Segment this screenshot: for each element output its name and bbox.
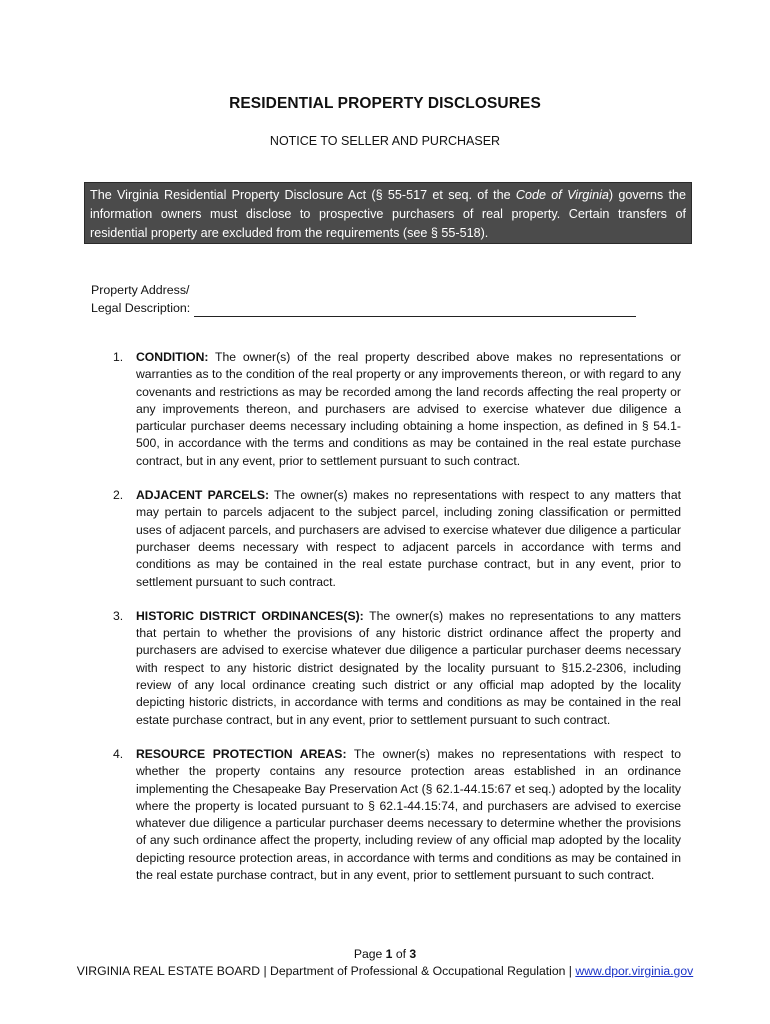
footer-org-line — [0, 963, 770, 980]
item-heading: CONDITION: — [136, 350, 209, 364]
item-number: 4. — [113, 746, 124, 761]
list-item-resource-protection — [110, 746, 681, 884]
item-heading: HISTORIC DISTRICT ORDINANCES(S): — [136, 608, 364, 623]
page-title: RESIDENTIAL PROPERTY DISCLOSURES — [229, 95, 541, 112]
footer-org-text: VIRGINIA REAL ESTATE BOARD | Department of Professional & Occupational Regulation | — [76, 964, 576, 978]
item-number: 3. — [113, 608, 124, 623]
page-footer — [0, 946, 770, 980]
dpor-website-link[interactable]: www.dpor.virginia.gov — [575, 964, 694, 978]
item-body: The owner(s) makes no representations with respect to whether the property contains any resource protection areas established in an ordinance implementing the Chesapeake Bay Preservation Act (§ 62.1-44.15:67 et seq.) adopted by the locality where the property is located pursuant to § 62.1-44.15:74, and purchasers are advised to exercise whatever due diligence a particular purchaser deems necessary to determine whether the provisions of any such ordinance affect the property, including review of any official map adopted by the locality depicting resource protection areas, in accordance with terms and conditions as may be contained in the real estate purchase contract, but in any event, prior to settlement pursuant to such contract. — [136, 746, 681, 883]
list-item-adjacent-parcels — [110, 487, 681, 591]
item-number: 1. — [113, 350, 124, 364]
legal-description-label: Legal Description: — [91, 301, 191, 315]
item-number: 2. — [113, 488, 124, 503]
page-subtitle: NOTICE TO SELLER AND PURCHASER — [269, 134, 501, 148]
page-of: of — [392, 947, 410, 961]
disclosure-list — [110, 349, 681, 884]
item-body: The owner(s) makes no representations to any matters that pertain to whether the provisions of any historic district ordinance affect the property and purchasers are advised to exercise whatever due diligence a particular purchaser deems necessary with respect to any historic district designated by the locality pursuant to §15.2-2306, including review of any local ordinance creating such district or any official map adopted by the locality depicting historic districts, in accordance with terms and conditions as may be contained in the real estate purchase contract, but in any event, prior to settlement pursuant to such contract. — [136, 608, 681, 727]
item-heading: ADJACENT PARCELS: — [136, 488, 270, 503]
list-item-condition — [110, 349, 681, 470]
notice-text-before: The Virginia Residential Property Disclosure Act (§ 55-517 et seq. of the — [90, 188, 516, 202]
page-total: 3 — [409, 947, 417, 961]
item-body: The owner(s) makes no representations with respect to any matters that may pertain to parcels adjacent to the subject parcel, including zoning classification or permitted uses of adjacent parcels, and purchasers are advised to exercise whatever due diligence a particular purchaser deems necessary with respect to adjacent parcels in accordance with terms and conditions as may be contained in the real estate purchase contract, but in any event, prior to settlement pursuant to such contract. — [136, 488, 681, 589]
property-address-block — [91, 281, 636, 317]
notice-text-after: ) governs the information owners must disclose to prospective purchasers of real property. Certain transfers of residential property are excluded from the requirements (see § 55-518). — [90, 188, 686, 240]
page-prefix: Page — [353, 947, 386, 961]
property-address-label: Property Address/ — [91, 283, 190, 297]
notice-box — [84, 182, 692, 244]
item-body: The owner(s) of the real property described above makes no representations or warranties as to the condition of the real property or any improvements thereon, or with regard to any covenants and restrictions as may be recorded among the land records affecting the real property or any improvements thereon, and purchasers are advised to exercise whatever due diligence a particular purchaser deems necessary including obtaining a home inspection, as defined in § 54.1-500, in accordance with the terms and conditions as may be contained in the real estate purchase contract, but in any event, prior to settlement pursuant to such contract. — [136, 350, 681, 468]
item-heading: RESOURCE PROTECTION AREAS: — [136, 746, 347, 761]
page-number — [0, 946, 770, 963]
page-current: 1 — [385, 947, 393, 961]
list-item-historic-district — [110, 608, 681, 729]
legal-description-field[interactable] — [194, 304, 636, 317]
notice-code-name: Code of Virginia — [515, 188, 609, 202]
